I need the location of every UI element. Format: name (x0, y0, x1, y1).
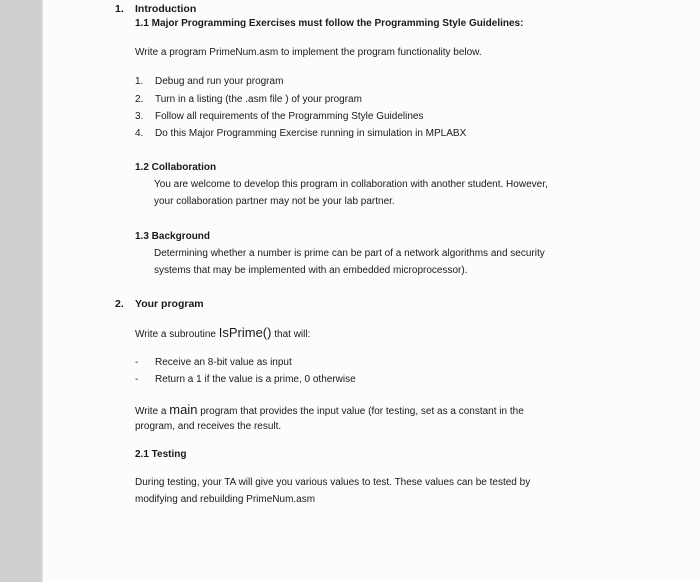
section-1-number: 1. (115, 3, 124, 15)
collab-line: your collaboration partner may not be your lab partner. (154, 196, 395, 207)
main-program-line-2: program, and receives the result. (135, 421, 282, 432)
step-text: Follow all requirements of the Programming Style Guidelines (155, 111, 424, 122)
subsection-1-2-title: 1.2 Collaboration (135, 162, 217, 173)
document-page (42, 0, 700, 582)
collab-line: You are welcome to develop this program in collaboration with another student. However, (154, 179, 548, 190)
step-number: 2. (135, 94, 144, 105)
section-2-title: Your program (135, 298, 204, 310)
main-program-line (135, 403, 524, 419)
bullet-text: Return a 1 if the value is a prime, 0 otherwise (155, 374, 356, 385)
subroutine-prefix: Write a subroutine (135, 329, 219, 340)
step-text: Turn in a listing (the .asm file ) of your program (155, 94, 362, 105)
main-suffix: program that provides the input value (for testing, set as a constant in the (197, 406, 524, 417)
section-2-number: 2. (115, 298, 124, 310)
main-prefix: Write a (135, 406, 170, 417)
subsection-2-1-title: 2.1 Testing (135, 449, 187, 460)
subroutine-line (135, 326, 310, 342)
bullet-dash: - (135, 357, 139, 368)
subsection-1-3-title: 1.3 Background (135, 231, 211, 242)
step-text: Do this Major Programming Exercise running in simulation in MPLABX (155, 128, 467, 139)
subroutine-name: IsPrime() (218, 325, 272, 340)
bullet-text: Receive an 8-bit value as input (155, 357, 292, 368)
step-number: 1. (135, 76, 144, 87)
intro-text: Write a program PrimeNum.asm to implement the program functionality below. (135, 47, 482, 58)
testing-line: modifying and rebuilding PrimeNum.asm (135, 494, 316, 505)
background-line: Determining whether a number is prime can be part of a network algorithms and security (154, 248, 545, 259)
step-text: Debug and run your program (155, 76, 284, 87)
step-number: 4. (135, 128, 144, 139)
subsection-1-1-title: 1.1 Major Programming Exercises must follow the Programming Style Guidelines: (135, 18, 524, 29)
section-1-title: Introduction (135, 3, 197, 15)
main-word: main (169, 402, 198, 417)
step-number: 3. (135, 111, 144, 122)
bullet-dash: - (135, 374, 139, 385)
subroutine-suffix: that will: (271, 329, 311, 340)
testing-line: During testing, your TA will give you various values to test. These values can be tested by (135, 477, 531, 488)
background-line: systems that may be implemented with an embedded microprocessor). (154, 265, 468, 276)
